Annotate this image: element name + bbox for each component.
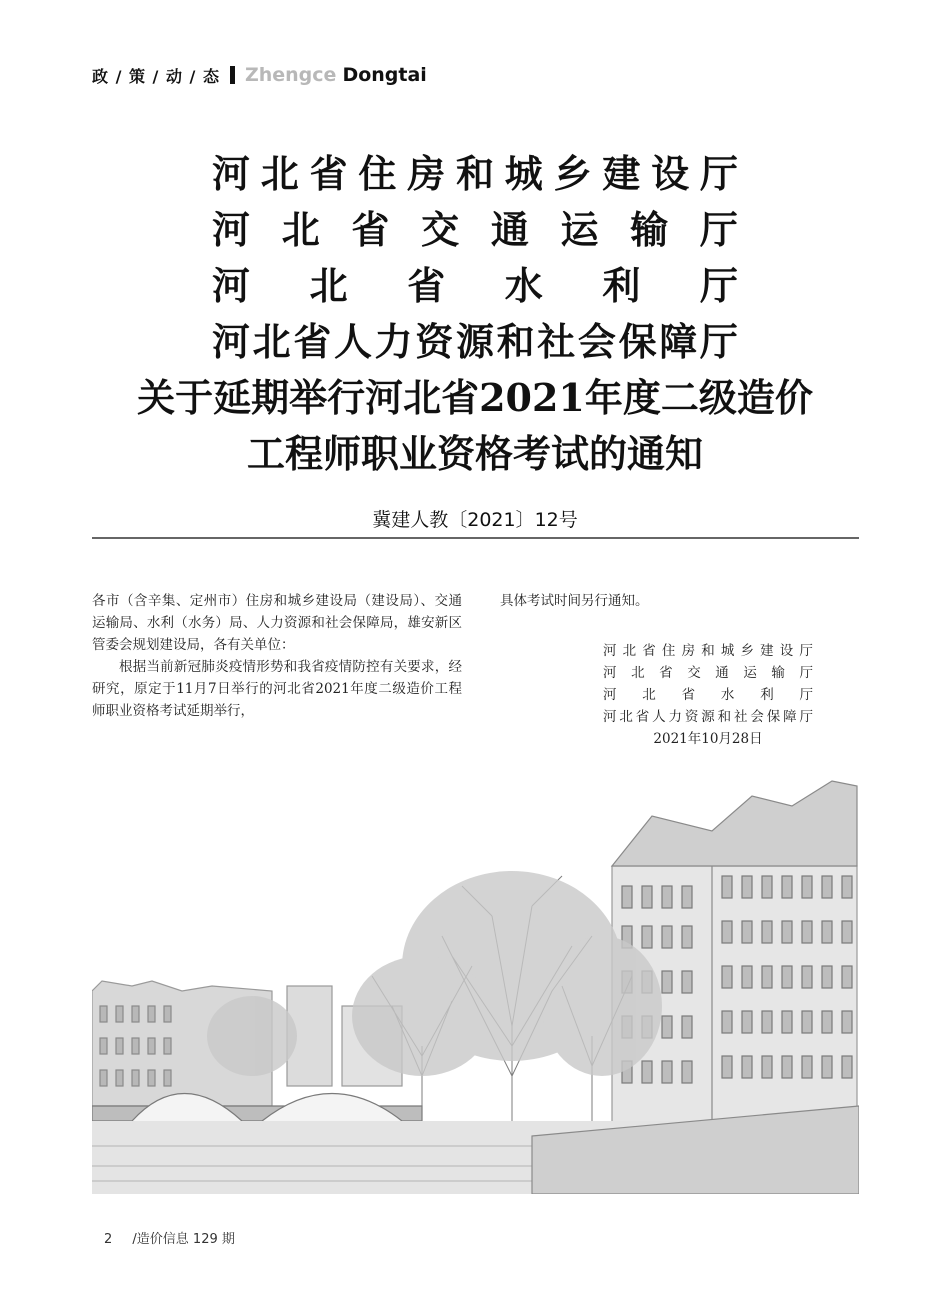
signature-date: 2021年10月28日 bbox=[653, 731, 763, 747]
publication-name: /造价信息 129 期 bbox=[132, 1232, 235, 1247]
section-header bbox=[92, 62, 427, 88]
title-line-1: 河 北 省 住 房 和 城 乡 建 设 厅 bbox=[212, 151, 738, 196]
page-number: 2 bbox=[104, 1232, 113, 1247]
signature-org-4: 河 北 省 人 力 资 源 和 社 会 保 障 厅 bbox=[603, 709, 813, 725]
section-title-en-dark: Dongtai bbox=[342, 64, 427, 86]
signature-block bbox=[603, 640, 813, 750]
section-title-cn: 政 / 策 / 动 / 态 bbox=[92, 66, 220, 86]
section-divider-bar bbox=[230, 66, 235, 84]
signature-org-1: 河 北 省 住 房 和 城 乡 建 设 厅 bbox=[603, 643, 813, 659]
title-line-2: 河 北 省 交 通 运 输 厅 bbox=[212, 207, 738, 252]
page-footer bbox=[104, 1228, 235, 1247]
river-bridge-city-illustration bbox=[92, 776, 859, 1194]
signature-org-2: 河 北 省 交 通 运 输 厅 bbox=[603, 665, 813, 681]
body-right-column bbox=[500, 590, 860, 612]
title-line-6: 工程师职业资格考试的通知 bbox=[246, 431, 703, 476]
title-line-3: 河 北 省 水 利 厅 bbox=[212, 263, 738, 308]
body-paragraph-continued: 具体考试时间另行通知。 bbox=[500, 593, 649, 609]
signature-org-3: 河 北 省 水 利 厅 bbox=[603, 687, 813, 703]
document-title bbox=[0, 146, 950, 482]
body-paragraph: 根据当前新冠肺炎疫情形势和我省疫情防控有关要求，经研究，原定于11月7日举行的河北省2021年度二级造价工程师职业资格考试延期举行， bbox=[92, 659, 462, 719]
body-left-column bbox=[92, 590, 462, 722]
section-title-en-light: Zhengce bbox=[244, 64, 337, 86]
addressee-paragraph: 各市（含辛集、定州市）住房和城乡建设局（建设局）、交通运输局、水利（水务）局、人力资源和社会保障局，雄安新区管委会规划建设局，各有关单位： bbox=[92, 593, 462, 653]
title-line-5: 关于延期举行河北省2021年度二级造价 bbox=[137, 375, 813, 420]
document-number: 冀建人教〔2021〕12号 bbox=[372, 509, 578, 531]
title-rule bbox=[92, 537, 859, 539]
title-line-4: 河 北 省 人 力 资 源 和 社 会 保 障 厅 bbox=[212, 319, 738, 364]
